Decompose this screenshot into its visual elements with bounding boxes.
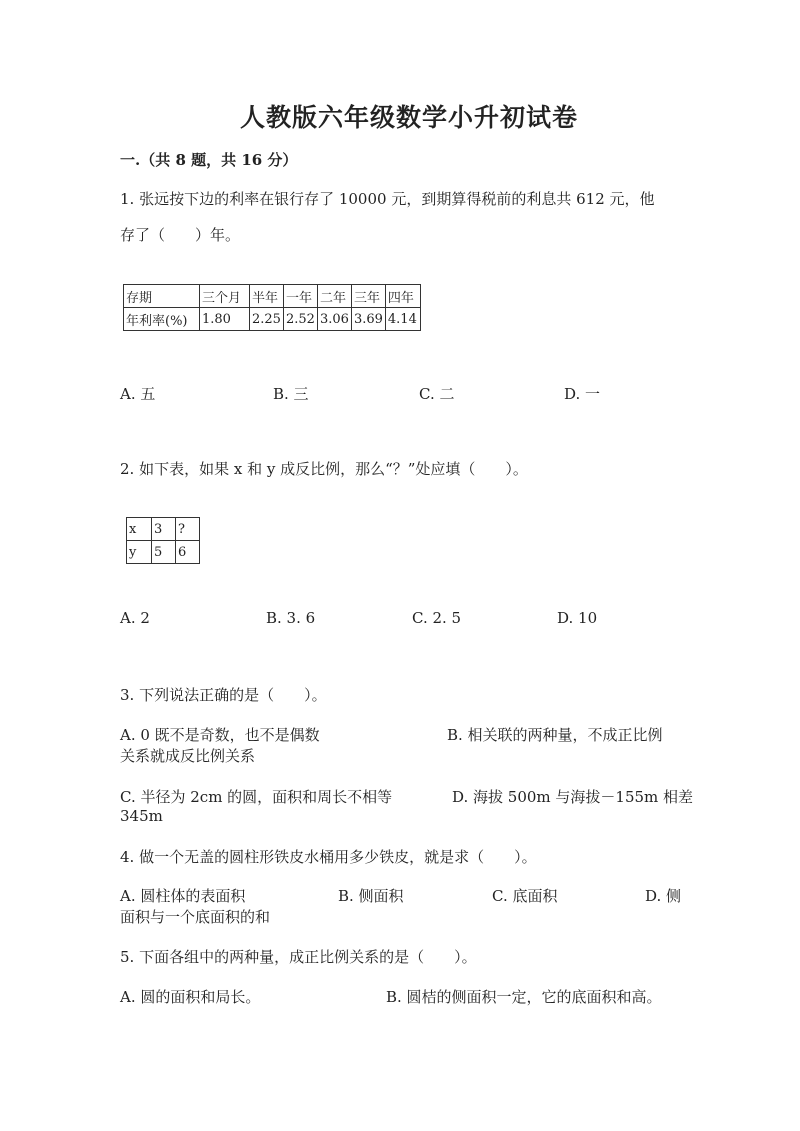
- interest-rate-table: [123, 284, 421, 331]
- table-cell: 6: [176, 541, 200, 564]
- table-row: [127, 518, 200, 541]
- table-cell: x: [127, 518, 152, 541]
- question-4-option-a: A. 圆柱体的表面积: [120, 887, 246, 905]
- question-4-text: 4. 做一个无盖的圆柱形铁皮水桶用多少铁皮，就是求（ ）。: [120, 848, 537, 866]
- question-3-option-b-cont: 关系就成反比例关系: [120, 747, 256, 765]
- question-1-option-b: B. 三: [273, 385, 309, 403]
- table-row: [127, 541, 200, 564]
- table-cell: 半年: [250, 285, 284, 308]
- question-1-line1: 1. 张远按下边的利率在银行存了 10000 元，到期算得税前的利息共 612 元，他: [120, 190, 655, 208]
- question-1-option-d: D. 一: [564, 385, 601, 403]
- question-2-option-c: C. 2. 5: [412, 609, 462, 627]
- table-cell: 年利率(%): [124, 308, 200, 331]
- table-cell: 2.52: [284, 308, 318, 331]
- section-heading: 一.（共 8 题，共 16 分）: [120, 151, 298, 169]
- question-4-option-d: D. 侧: [645, 887, 682, 905]
- table-cell: 3.69: [351, 308, 385, 331]
- question-1-option-c: C. 二: [419, 385, 455, 403]
- question-5-option-a: A. 圆的面积和局长。: [120, 988, 261, 1006]
- question-5-option-b: B. 圆桔的侧面积一定，它的底面积和高。: [386, 988, 662, 1006]
- table-cell: ?: [176, 518, 200, 541]
- question-3-option-b: B. 相关联的两种量，不成正比例: [447, 726, 663, 744]
- table-row: [124, 308, 421, 331]
- table-cell: 2.25: [250, 308, 284, 331]
- table-cell: 5: [152, 541, 176, 564]
- table-cell: 3: [152, 518, 176, 541]
- question-1-option-a: A. 五: [120, 385, 156, 403]
- question-4-option-b: B. 侧面积: [338, 887, 404, 905]
- table-cell: y: [127, 541, 152, 564]
- table-cell: 三个月: [200, 285, 250, 308]
- table-cell: 三年: [351, 285, 385, 308]
- table-cell: 3.06: [317, 308, 351, 331]
- page-title: 人教版六年级数学小升初试卷: [240, 103, 579, 132]
- table-cell: 二年: [317, 285, 351, 308]
- table-row: [124, 285, 421, 308]
- question-4-option-d-cont: 面积与一个底面积的和: [120, 908, 271, 926]
- question-3-option-d-cont: 345m: [120, 807, 163, 825]
- question-4-option-c: C. 底面积: [492, 887, 558, 905]
- question-3-option-a: A. 0 既不是奇数，也不是偶数: [120, 726, 320, 744]
- question-2-option-a: A. 2: [120, 609, 150, 627]
- question-3-option-c: C. 半径为 2cm 的圆，面积和周长不相等: [120, 788, 393, 806]
- question-2-text: 2. 如下表，如果 x 和 y 成反比例，那么“？”处应填（ ）。: [120, 460, 528, 478]
- table-cell: 4.14: [385, 308, 420, 331]
- xy-table: [126, 517, 200, 564]
- question-3-text: 3. 下列说法正确的是（ ）。: [120, 686, 327, 704]
- table-cell: 存期: [124, 285, 200, 308]
- question-1-line2: 存了（ ）年。: [120, 226, 241, 244]
- question-2-option-d: D. 10: [557, 609, 598, 627]
- table-cell: 1.80: [200, 308, 250, 331]
- question-2-option-b: B. 3. 6: [266, 609, 316, 627]
- question-5-text: 5. 下面各组中的两种量，成正比例关系的是（ ）。: [120, 948, 477, 966]
- table-cell: 一年: [284, 285, 318, 308]
- table-cell: 四年: [385, 285, 420, 308]
- question-3-option-d: D. 海拔 500m 与海拔－155m 相差: [452, 788, 694, 806]
